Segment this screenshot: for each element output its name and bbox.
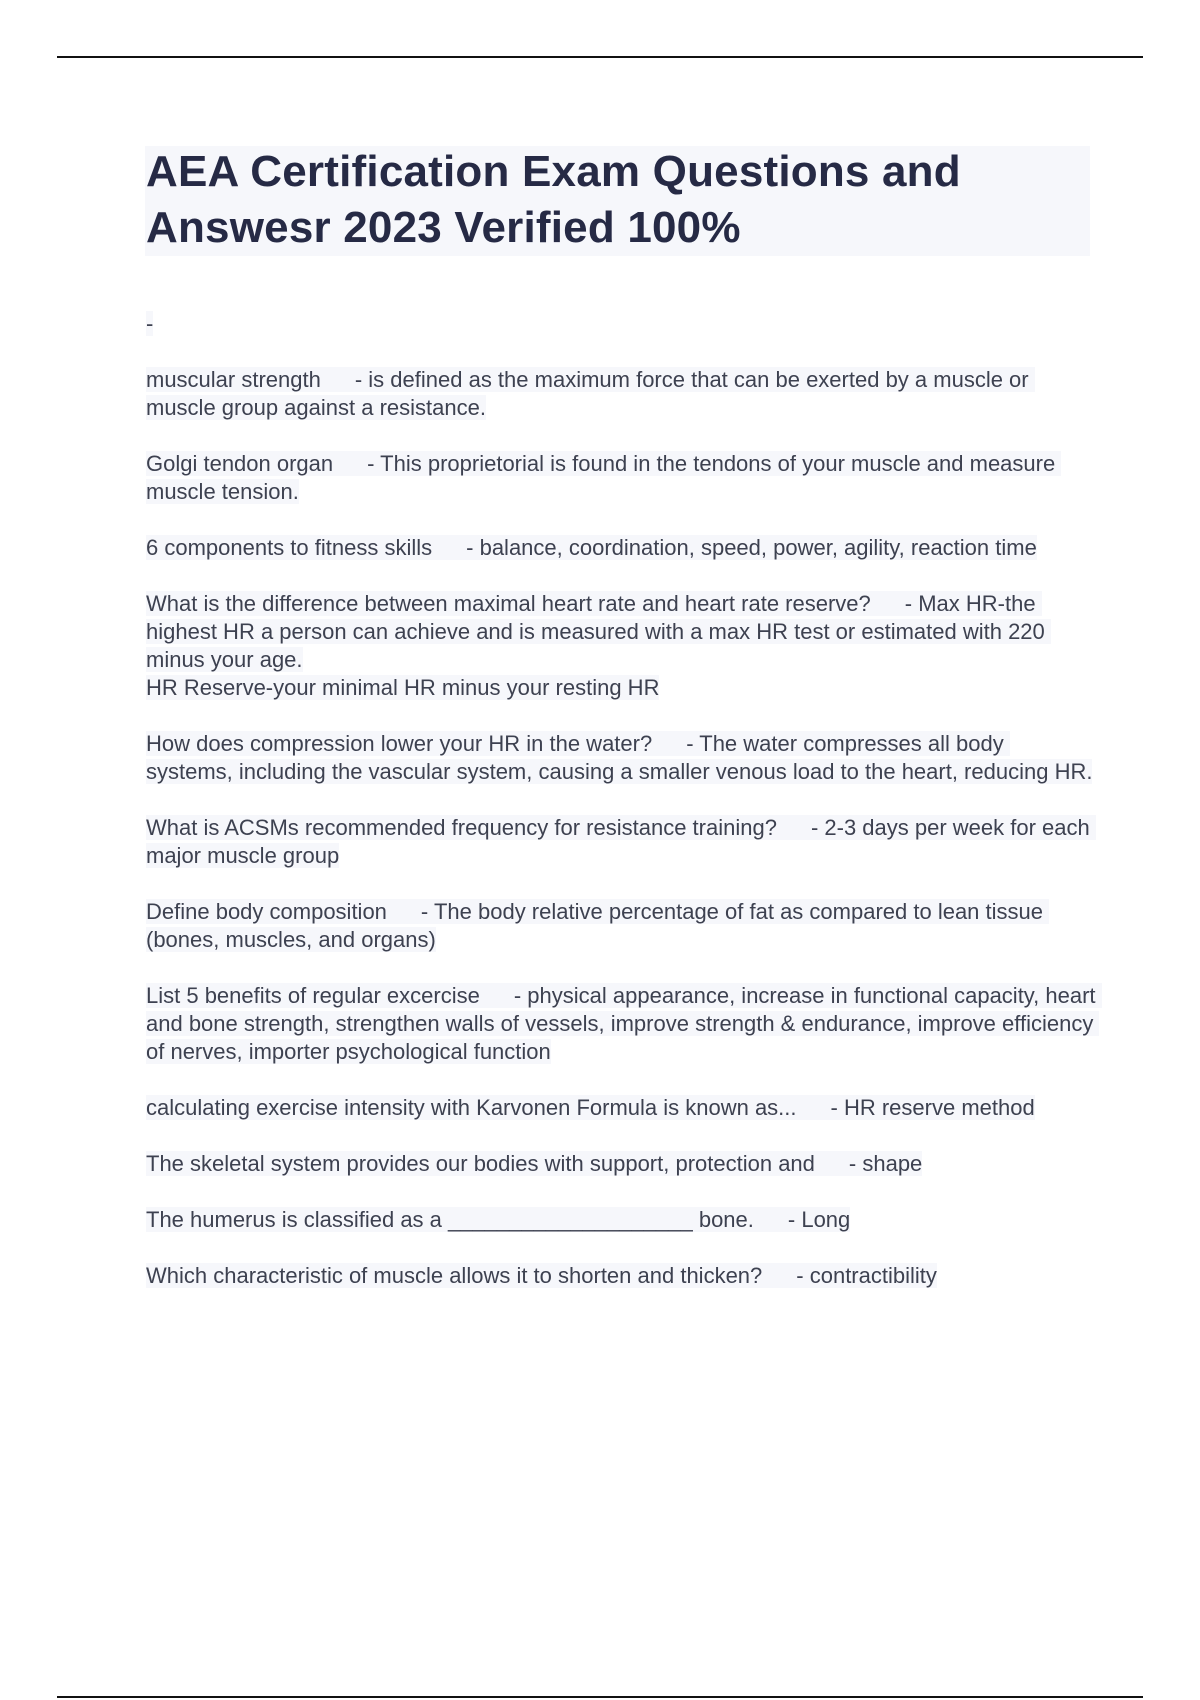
qa-item <box>146 1150 1096 1178</box>
qa-item <box>146 534 1096 562</box>
answer-text: - is defined as the maximum force that can be exerted by a muscle or muscle group against a resistance. <box>146 367 1035 420</box>
question-text: 6 components to fitness skills <box>146 535 433 560</box>
top-rule <box>57 56 1143 58</box>
answer-text: - shape <box>848 1151 923 1176</box>
question-text: The humerus is classified as a ____________________ bone. <box>146 1207 754 1232</box>
answer-text: - 2-3 days per week for each major muscle group <box>146 815 1096 868</box>
leading-dash: - <box>146 311 154 336</box>
qa-item <box>146 1262 1096 1290</box>
answer-text: - balance, coordination, speed, power, agility, reaction time <box>466 535 1037 560</box>
qa-item <box>146 814 1096 870</box>
question-text: List 5 benefits of regular excercise <box>146 983 480 1008</box>
answer-text: - Long <box>787 1207 851 1232</box>
qa-item <box>146 1206 1096 1234</box>
answer-text: - The water compresses all body systems, including the vascular system, causing a smaller venous load to the heart, reducing HR. <box>146 731 1093 784</box>
question-text: Define body composition <box>146 899 387 924</box>
qa-item <box>146 982 1102 1066</box>
document-title: AEA Certification Exam Questions and Answesr 2023 Verified 100% <box>146 147 961 252</box>
qa-item <box>146 1094 1096 1122</box>
qa-item <box>146 366 1096 422</box>
question-text: calculating exercise intensity with Karvonen Formula is known as... <box>146 1095 797 1120</box>
question-text: How does compression lower your HR in the water? <box>146 731 653 756</box>
question-text: What is ACSMs recommended frequency for resistance training? <box>146 815 777 840</box>
answer-text: - Max HR-the highest HR a person can achieve and is measured with a max HR test or estimated with 220 minus your age. <box>146 591 1051 672</box>
qa-item <box>146 450 1096 506</box>
bottom-rule <box>57 1696 1143 1698</box>
answer-text: - HR reserve method <box>830 1095 1035 1120</box>
question-text: What is the difference between maximal heart rate and heart rate reserve? <box>146 591 871 616</box>
answer-text: - physical appearance, increase in functional capacity, heart and bone strength, strengthen walls of vessels, improve strength & endurance, improve efficiency of nerves, importer psychological function <box>146 983 1102 1064</box>
answer-text: - contractibility <box>796 1263 937 1288</box>
answer-text: - The body relative percentage of fat as compared to lean tissue (bones, muscles, and organs) <box>146 899 1050 952</box>
qa-item <box>146 730 1096 786</box>
question-text: Golgi tendon organ <box>146 451 334 476</box>
question-text: The skeletal system provides our bodies with support, protection and <box>146 1151 815 1176</box>
question-text: muscular strength <box>146 367 321 392</box>
answer-extra-text: HR Reserve-your minimal HR minus your resting HR <box>146 675 660 700</box>
document-body <box>146 310 1102 1318</box>
qa-item <box>146 590 1096 702</box>
question-text: Which characteristic of muscle allows it to shorten and thicken? <box>146 1263 763 1288</box>
qa-item <box>146 898 1096 954</box>
answer-text: - This proprietorial is found in the tendons of your muscle and measure muscle tension. <box>146 451 1062 504</box>
